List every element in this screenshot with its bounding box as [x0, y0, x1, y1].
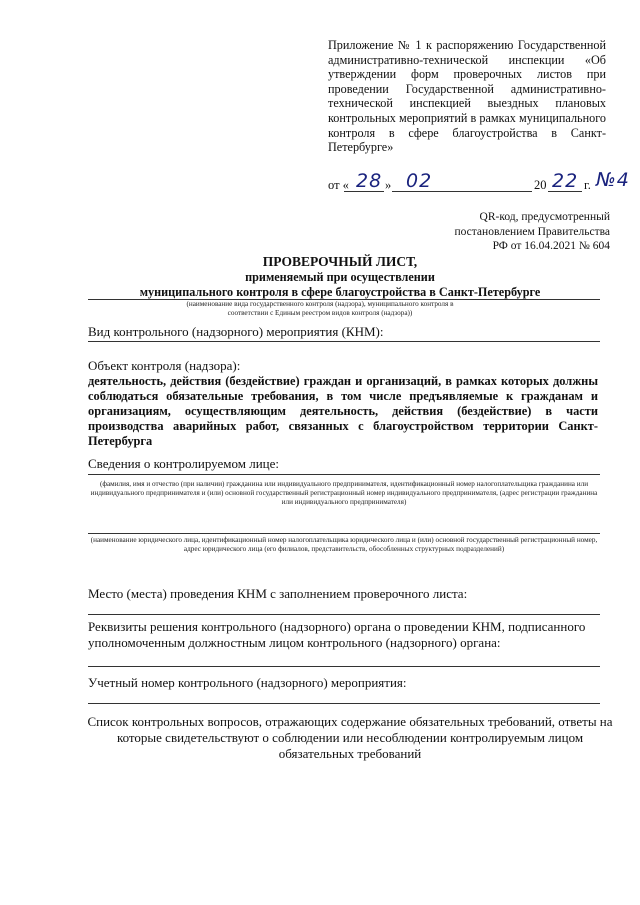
account-number-label: Учетный номер контрольного (надзорного) мероприятия: [88, 675, 407, 690]
object-label: Объект контроля (надзора): [88, 358, 241, 373]
date-year: 22 [552, 170, 579, 192]
knm-type-line [88, 341, 600, 342]
date-suffix: г. [584, 178, 591, 192]
person-caption-1: (фамилия, имя и отчество (при наличии) гражданина или индивидуального предпринимателя, идентификационный номер налогоплательщика гражданина или индивидуального предпринимателя и (или) основной государственный регистрационный номер индивидуального предпринимателя, (адрес регистрации гражданина или индивидуального предпринимателя) [90, 480, 598, 506]
person-line-1 [88, 474, 600, 475]
title-caption: (наименование вида государственного контроля (надзора), муниципального контроля в соответствии с Единым реестром видов контроля (надзора)) [186, 300, 454, 317]
account-number-line [88, 703, 600, 704]
checklist-title [80, 254, 600, 300]
appendix-note: Приложение № 1 к распоряжению Государственной административно-технической инспекции «Об утверждении форм проверочных листов при проведении Государственной административно-технической инспекцией выездных плановых контрольных мероприятий в рамках муниципального контроля в сфере благоустройства в Санкт-Петербурге» [328, 38, 606, 155]
date-day: 28 [356, 170, 383, 192]
document-date [328, 169, 630, 196]
question-list-title: Список контрольных вопросов, отражающих содержание обязательных требований, ответы на которые свидетельствуют о соблюдении или несоблюдении контролируемым лицом обязательных требований [87, 714, 613, 761]
date-mid: » [385, 178, 392, 192]
person-caption-2: (наименование юридического лица, идентификационный номер налогоплательщика юридического лица и (или) основной государственный регистрационный номер, адрес юридического лица (его филиалов, представительств, обособленных структурных подразделений) [90, 536, 598, 553]
knm-type-label: Вид контрольного (надзорного) мероприятия (КНМ): [88, 324, 384, 339]
date-day-underline [344, 191, 384, 192]
place-line [88, 614, 600, 615]
decision-label: Реквизиты решения контрольного (надзорного) органа о проведении КНМ, подписанного уполномоченным должностным лицом контрольного (надзорного) органа: [88, 619, 586, 650]
date-prefix: от « [328, 178, 349, 192]
document-number: №4 [596, 169, 630, 191]
date-month-underline [392, 191, 532, 192]
person-line-2 [88, 533, 600, 534]
title-line-3: муниципального контроля в сфере благоустройства в Санкт-Петербурге [139, 285, 541, 299]
decision-line [88, 666, 600, 667]
title-line-2: применяемый при осуществлении [245, 270, 435, 284]
object-description: деятельность, действия (бездействие) граждан и организаций, в рамках которых должны соблюдаться обязательные требования, в том числе предъявляемые к гражданам и организациям, осуществляющим деятельность, действия (бездействие) в части производства аварийных работ, связанных с благоустройством территории Санкт-Петербурга [88, 374, 598, 448]
date-year-underline [548, 191, 582, 192]
qr-code-note: QR-код, предусмотренный постановлением Правительства РФ от 16.04.2021 № 604 [454, 211, 610, 252]
title-line-1: ПРОВЕРОЧНЫЙ ЛИСТ, [262, 254, 418, 269]
date-year-prefix: 20 [534, 178, 547, 192]
date-month: 02 [406, 170, 433, 192]
person-label: Сведения о контролируемом лице: [88, 456, 280, 471]
place-label: Место (места) проведения КНМ с заполнением проверочного листа: [88, 586, 468, 601]
